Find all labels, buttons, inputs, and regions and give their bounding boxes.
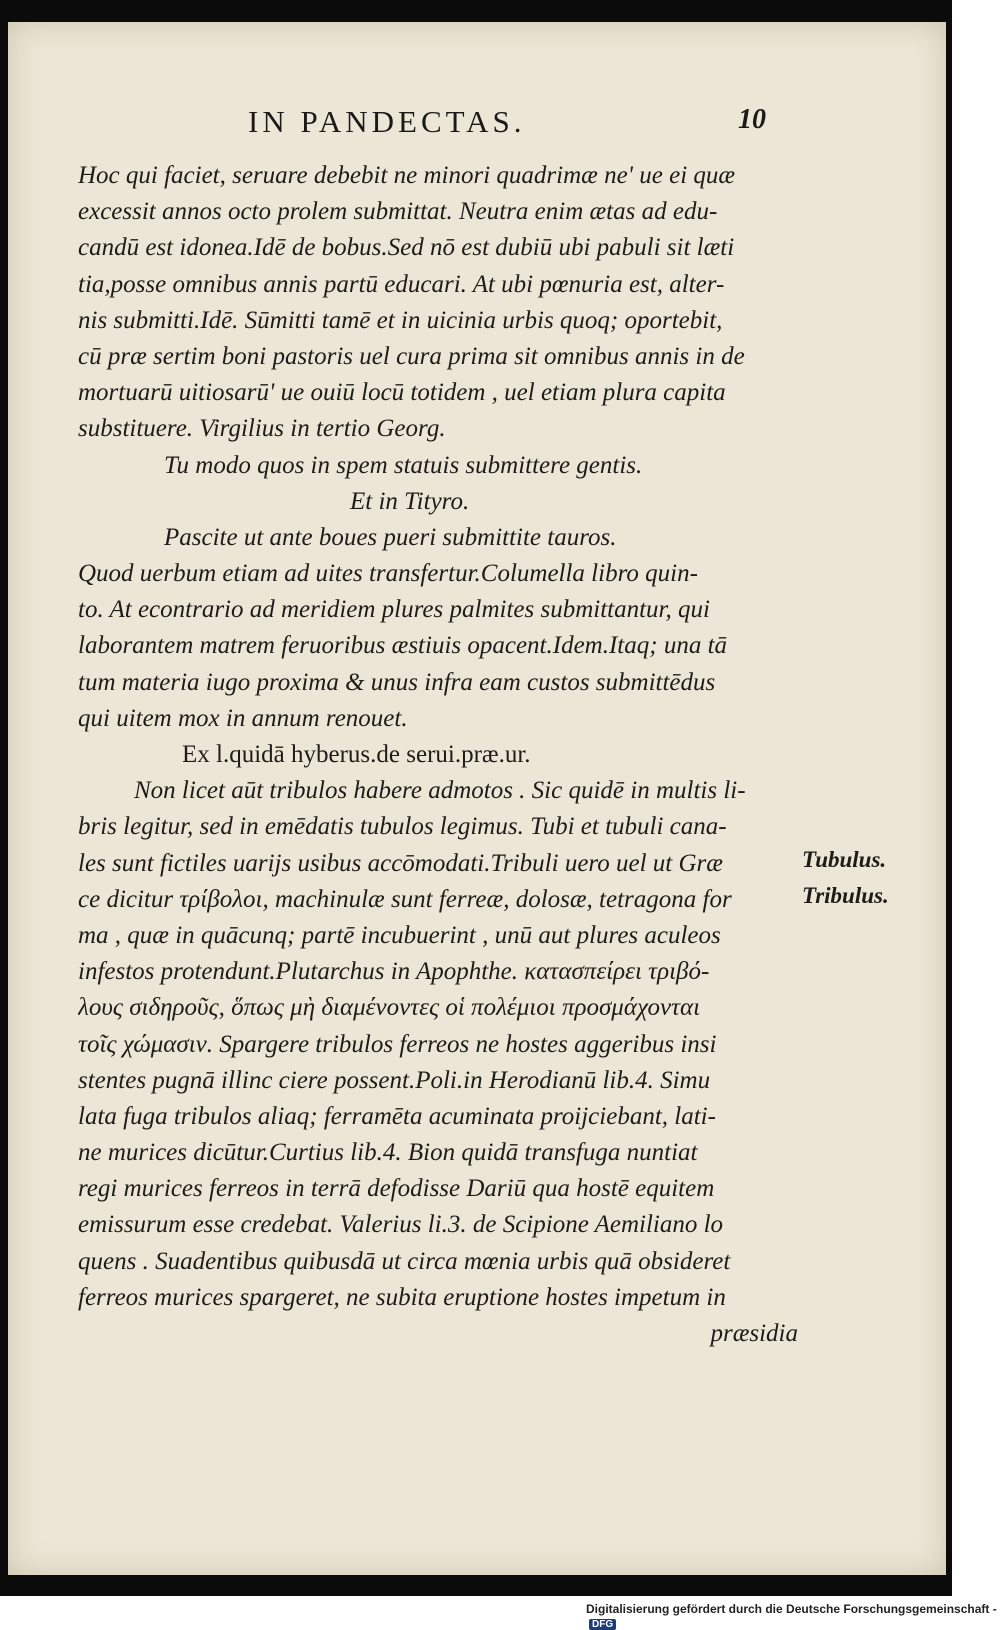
text-line: ferreos murices spargeret, ne subita eruptione hostes impetum in [78,1283,726,1311]
text-line: ma , quæ in quācunq; partē incubuerint , unū aut plures aculeos [78,921,721,949]
running-title: IN PANDECTAS. [248,104,526,139]
verse-line: Tu modo quos in spem statuis submittere gentis. [164,451,643,479]
text-line: infestos protendunt.Plutarchus in Apophthe. κατασπείρει τριβό- [78,958,710,986]
text-line: tia,posse omnibus annis partū educari. At ubi pœnuria est, alter- [78,270,725,298]
marginal-note: Tribulus. [802,883,889,908]
text-line: candū est idonea.Idē de bobus.Sed nō est dubiū ubi pabuli sit læti [78,234,735,262]
text-line: nis submitti.Idē. Sūmitti tamē et in uicinia urbis quoq; oportebit, [78,306,723,334]
text-line: cū præ sertim boni pastoris uel cura prima sit omnibus annis in de [78,342,745,370]
text-line: τοῖς χώμασιν. Spargere tribulos ferreos ne hostes aggeribus insi [78,1030,717,1058]
marginal-note: Tubulus. [802,847,887,872]
section-heading: Ex l.quidā hyberus.de serui.præ.ur. [182,741,531,768]
text-line: quens . Suadentibus quibusdā ut circa mœnia urbis quā obsideret [78,1247,731,1275]
text-line: Hoc qui faciet, seruare debebit ne minori quadrimæ ne' ue ei quæ [78,162,736,189]
text-line: excessit annos octo prolem submittat. Neutra enim ætas ad edu- [78,198,718,226]
dfg-logo: DFG [589,1619,616,1630]
text-line: stentes pugnā illinc ciere possent.Poli.in Herodianū lib.4. Simu [78,1066,711,1094]
text-line: tum materia iugo proxima & unus infra eam custos submittēdus [78,668,716,696]
running-head [8,104,946,154]
text-line: Non licet aūt tribulos habere admotos . Sic quidē in multis li- [134,777,746,805]
text-line: to. At econtrario ad meridiem plures palmites submittantur, qui [78,596,710,624]
text-line: qui uitem mox in annum renouet. [78,704,408,732]
text-line: ne murices dicūtur.Curtius lib.4. Bion quidā transfuga nuntiat [78,1139,698,1167]
text-line: substituere. Virgilius in tertio Georg. [78,415,446,443]
marginal-notes [802,842,889,914]
text-line: bris legitur, sed in emēdatis tubulos legimus. Tubi et tubuli cana- [78,813,727,841]
text-line: emissurum esse credebat. Valerius li.3. de Scipione Aemiliano lo [78,1211,724,1239]
verse-heading: Et in Tityro. [350,487,470,515]
body-text [78,158,798,1352]
text-line: lata fuga tribulos aliaq; ferramēta acuminata proijciebant, lati- [78,1102,716,1130]
book-page [8,22,946,1575]
verse-line: Pascite ut ante boues pueri submittite tauros. [164,523,617,551]
greek-line: λους σιδηροῦς, ὅπως μὴ διαμένοντες οἱ πολέμιοι προσμάχονται [78,994,701,1022]
page-number: 10 [738,104,766,135]
credit-text: Digitalisierung gefördert durch die Deutsche Forschungsgemeinschaft - [586,1602,997,1616]
text-line: regi murices ferreos in terrā defodisse Dariū qua hostē equitem [78,1175,715,1203]
text-line: ce dicitur τρίβολοι, machinulæ sunt ferreæ, dolosæ, tetragona for [78,885,732,913]
text-line: Quod uerbum etiam ad uites transfertur.Columella libro quin- [78,560,698,588]
text-line: les sunt fictiles uarijs usibus accōmodati.Tribuli uero uel ut Græ [78,849,723,877]
text-line: mortuarū uitiosarū' ue ouiū locū totidem , uel etiam plura capita [78,379,726,407]
catchword: præsidia [710,1320,798,1347]
text-line: laborantem matrem feruoribus æstiuis opacent.Idem.Itaq; una tā [78,632,728,660]
